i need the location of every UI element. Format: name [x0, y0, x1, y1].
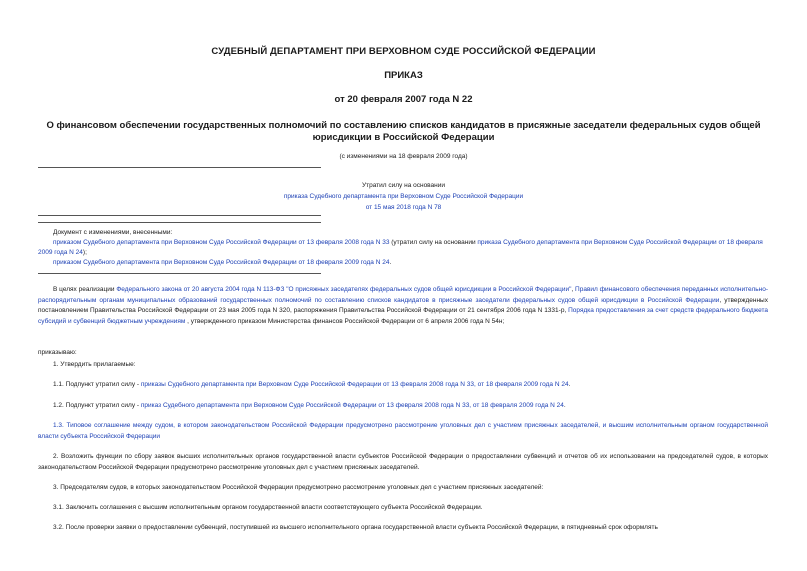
paragraph-text: 3.1. Заключить соглашения с высшим исполнительным органом государственной власти соответствующего субъекта Российской Федерации. — [53, 504, 483, 511]
paragraph-3-1 — [38, 503, 768, 514]
order-word: приказываю: — [38, 349, 77, 356]
paragraph-3 — [38, 483, 768, 494]
paragraph-text: 1. Утвердить прилагаемые: — [53, 361, 136, 368]
paragraph-text: 3. Председателям судов, в которых законодательством Российской Федерации предусмотрено рассмотрение уголовных дел с участием присяжных заседателей: — [53, 484, 544, 491]
document-date-number: от 20 февраля 2007 года N 22 — [334, 94, 473, 105]
procedure-link[interactable]: Порядка предоставления за счет средств федерального бюджета субсидий и субвенций бюджетным учреждениям — [38, 307, 768, 325]
paragraph-1-3 — [38, 421, 768, 442]
repealing-order-link[interactable]: приказ Судебного департамента при Верховном Суде Российской Федерации от 13 февраля 2008 года N 33, от 18 февраля 2009 года N 24 — [140, 402, 564, 409]
change-item — [38, 238, 768, 258]
lost-force-order-date-link[interactable]: от 15 мая 2018 года N 78 — [365, 204, 442, 211]
document-title: О финансовом обеспечении государственных полномочий по составлению списков кандидатов в присяжные заседатели федеральных судов общей юрисдикции в Российской Федерации — [46, 120, 761, 143]
preamble-text: , утвержденного приказом Министерства финансов Российской Федерации от 6 апреля 2006 года N 54н; — [185, 317, 505, 325]
divider — [38, 273, 321, 274]
divider — [38, 215, 321, 216]
change-note-text: (утратил силу на основании — [389, 239, 478, 246]
preamble-text: , утвержденных постановлением Правительства Российской Федерации от 23 мая 2005 года N 320, распоряжения Правительства Российской Федерации от 21 сентября 2006 года N 1331-р, — [38, 296, 768, 314]
change-note-end: ); — [82, 249, 87, 256]
paragraph-text: 1.1. Подпункт утратил силу - — [53, 381, 141, 388]
divider — [38, 167, 321, 168]
lost-force-label: Утратил силу на основании — [361, 182, 446, 189]
department-heading: СУДЕБНЫЙ ДЕПАРТАМЕНТ ПРИ ВЕРХОВНОМ СУДЕ РОССИЙСКОЙ ФЕДЕРАЦИИ — [211, 46, 596, 57]
preamble-paragraph — [38, 285, 768, 327]
document-changes-label: Документ с изменениями, внесенными: — [53, 229, 173, 236]
change-item — [38, 258, 768, 268]
paragraph-text: 1.2. Подпункт утратил силу - — [53, 402, 141, 409]
paragraph-text: . — [563, 402, 566, 409]
lost-force-order-link[interactable]: приказа Судебного департамента при Верховном Суде Российской Федерации — [283, 193, 524, 200]
paragraph-text: 3.2. После проверки заявки о предоставлении субвенций, поступившей из высшего исполнительного органа государственной власти субъекта Российской Федерации, в пятидневный срок оформлять — [53, 524, 658, 531]
paragraph-1 — [38, 360, 768, 371]
change-order-link[interactable]: приказом Судебного департамента при Верховном Суде Российской Федерации от 13 февраля 2008 года N 33 — [53, 239, 390, 246]
repealing-order-link[interactable]: приказы Судебного департамента при Верховном Суде Российской Федерации от 13 февраля 2008 года N 33, от 18 февраля 2009 года N 24 — [140, 381, 569, 388]
model-agreement-link[interactable]: 1.3. Типовое соглашение между судом, в котором законодательством Российской Федерации предусмотрено рассмотрение уголовных дел с участием присяжных заседателей, и высшим исполнительным органом государственной власти субъекта Российской Федерации — [38, 422, 768, 440]
lost-force-block — [0, 180, 807, 213]
change-note-end: . — [389, 259, 392, 266]
rules-link[interactable]: Правил финансового обеспечения переданных исполнительно-распорядительным органам муниципальных образований государственных полномочий по составлению списков кандидатов в присяжные заседатели федеральных судов общей юрисдикции в Российской Федерации — [38, 286, 768, 304]
paragraph-3-2 — [38, 523, 768, 534]
document-changes-block — [38, 228, 768, 268]
preamble-text: В целях реализации — [53, 286, 117, 293]
paragraph-1-2 — [38, 401, 768, 412]
change-order-link[interactable]: приказом Судебного департамента при Верховном Суде Российской Федерации от 18 февраля 2009 года N 24 — [53, 259, 390, 266]
federal-law-link[interactable]: Федерального закона от 20 августа 2004 года N 113-ФЗ "О присяжных заседателях федеральных судов общей юрисдикции в Российской Федерации" — [116, 286, 572, 293]
document-type: ПРИКАЗ — [384, 70, 423, 81]
divider — [38, 222, 321, 223]
paragraph-2 — [38, 452, 768, 473]
change-order-link[interactable]: приказа Судебного департамента при Верховном Суде Российской Федерации от 18 февраля 2009 года N 24 — [38, 239, 763, 256]
paragraph-text: 2. Возложить функции по сбору заявок высших исполнительных органов государственной власти субъектов Российской Федерации о предоставлении субвенций и отчетов об их использовании на председателей судов, в которых законодательством Российской Федерации предусмотрено рассмотрение уголовных дел с участием присяжных заседателей. — [38, 453, 768, 471]
paragraph-text: . — [568, 381, 571, 388]
preamble-text: , — [571, 286, 576, 293]
changes-note: (с изменениями на 18 февраля 2009 года) — [339, 153, 468, 160]
paragraph-1-1 — [38, 380, 768, 391]
